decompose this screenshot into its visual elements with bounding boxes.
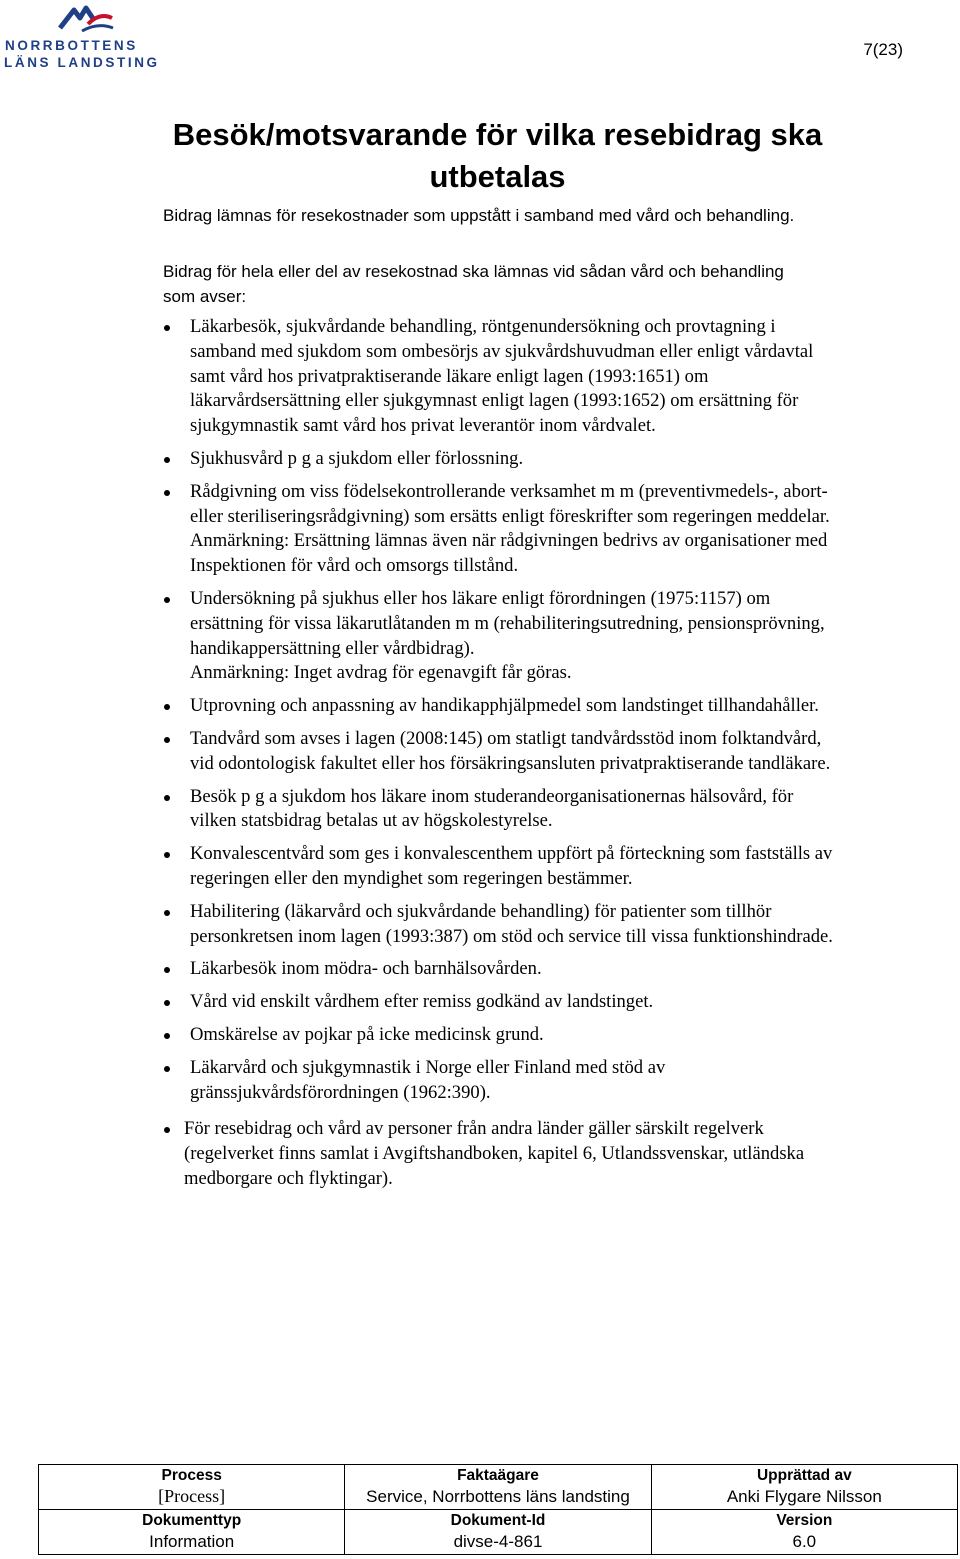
list-item: Rådgivning om viss födelsekontrollerande verksamhet m m (preventivmedels-, abort- eller steriliseringsrådgivning) som ersätts enligt föreskrifter som regeringen meddelar. Anmärkning: Ersättning lämnas även när rådgivningen bedrivs av organisationer med Inspektionen för vård och omsorgs tillstånd. [163, 480, 843, 579]
list-item: Läkarbesök, sjukvårdande behandling, röntgenundersökning och provtagning i samband med sjukdom som ombesörjs av sjukvårdshuvudman eller enligt vårdavtal samt vård hos privatpraktiserande läkare enligt lagen (1993:1651) om läkarvårdsersättning eller sjukgymnast enligt lagen (1993:1652) om ersättning för sjukgymnastik samt vård hos privat leverantör inom vårdvalet. [163, 315, 843, 439]
logo-text-line1: NORRBOTTENS [5, 38, 138, 53]
list-item: Utprovning och anpassning av handikapphjälpmedel som landstinget tillhandahåller. [163, 694, 843, 719]
list-item: Läkarbesök inom mödra- och barnhälsovården. [163, 957, 843, 982]
doctype-label: Dokumenttyp [142, 1512, 242, 1529]
owner-value: Service, Norrbottens läns landsting [366, 1487, 630, 1506]
docid-cell [345, 1510, 651, 1555]
intro-paragraph-2: Bidrag för hela eller del av resekostnad ska lämnas vid sådan vård och behandling som avser: [163, 262, 784, 306]
author-cell [651, 1465, 957, 1510]
list-item: Tandvård som avses i lagen (2008:145) om statligt tandvårdsstöd inom folktandvård, vid odontologisk fakultet eller hos försäkringsansluten privatpraktiserande tandläkare. [163, 727, 843, 777]
process-label: Process [161, 1467, 222, 1484]
version-label: Version [776, 1512, 833, 1529]
doctype-cell [39, 1510, 345, 1555]
page-title: Besök/motsvarande för vilka resebidrag ska utbetalas [172, 117, 823, 194]
doctype-value: Information [149, 1532, 235, 1551]
version-cell [651, 1510, 957, 1555]
process-value: [Process] [158, 1486, 226, 1506]
author-label: Upprättad av [756, 1467, 852, 1484]
list-item: Undersökning på sjukhus eller hos läkare enligt förordningen (1975:1157) om ersättning för vissa läkarutlåtanden m m (rehabiliteringsutredning, pensionsprövning, handikappersättning eller vårdbidrag). Anmärkning: Inget avdrag för egenavgift får göras. [163, 587, 843, 686]
list-item: För resebidrag och vård av personer från andra länder gäller särskilt regelverk (regelverket finns samlat i Avgiftshandboken, kapitel 6, Utlandssvenskar, utländska medborgare och flyktingar). [163, 1117, 843, 1191]
list-item: Konvalescentvård som ges i konvalescenthem uppfört på förteckning som fastställs av regeringen eller den myndighet som regeringen bestämmer. [163, 842, 843, 892]
note: Anmärkning: Ersättning lämnas även när rådgivningen bedrivs av organisationer med Inspektionen för vård och omsorgs tillstånd. [190, 530, 828, 577]
docid-value: divse-4-861 [453, 1532, 543, 1551]
list-item: Sjukhusvård p g a sjukdom eller förlossning. [163, 447, 843, 472]
organization-logo [4, 4, 174, 70]
intro-paragraph-1: Bidrag lämnas för resekostnader som uppstått i samband med vård och behandling. [163, 206, 795, 225]
process-cell [39, 1465, 345, 1510]
list-item: Läkarvård och sjukgymnastik i Norge eller Finland med stöd av gränssjukvårdsförordningen (1962:390). [163, 1056, 843, 1106]
author-value: Anki Flygare Nilsson [726, 1487, 882, 1506]
list-item: Besök p g a sjukdom hos läkare inom studerandeorganisationernas hälsovård, för vilken statsbidrag betalas ut av högskolestyrelse. [163, 785, 843, 835]
logo-text-line2: LÄNS LANDSTING [4, 55, 160, 70]
note: Anmärkning: Inget avdrag för egenavgift får göras. [190, 662, 572, 684]
document-info-table [38, 1464, 958, 1555]
eligible-visits-list [163, 315, 843, 1200]
docid-label: Dokument-Id [450, 1512, 546, 1529]
owner-label: Faktaägare [457, 1467, 539, 1484]
owner-cell [345, 1465, 651, 1510]
list-item: Vård vid enskilt vårdhem efter remiss godkänd av landstinget. [163, 990, 843, 1015]
version-value: 6.0 [792, 1532, 817, 1551]
logo-mark-icon [58, 4, 114, 34]
list-item: Omskärelse av pojkar på icke medicinsk grund. [163, 1023, 843, 1048]
page-number: 7(23) [863, 40, 903, 59]
list-item: Habilitering (läkarvård och sjukvårdande behandling) för patienter som tillhör personkretsen inom lagen (1993:387) om stöd och service till vissa funktionshindrade. [163, 900, 843, 950]
